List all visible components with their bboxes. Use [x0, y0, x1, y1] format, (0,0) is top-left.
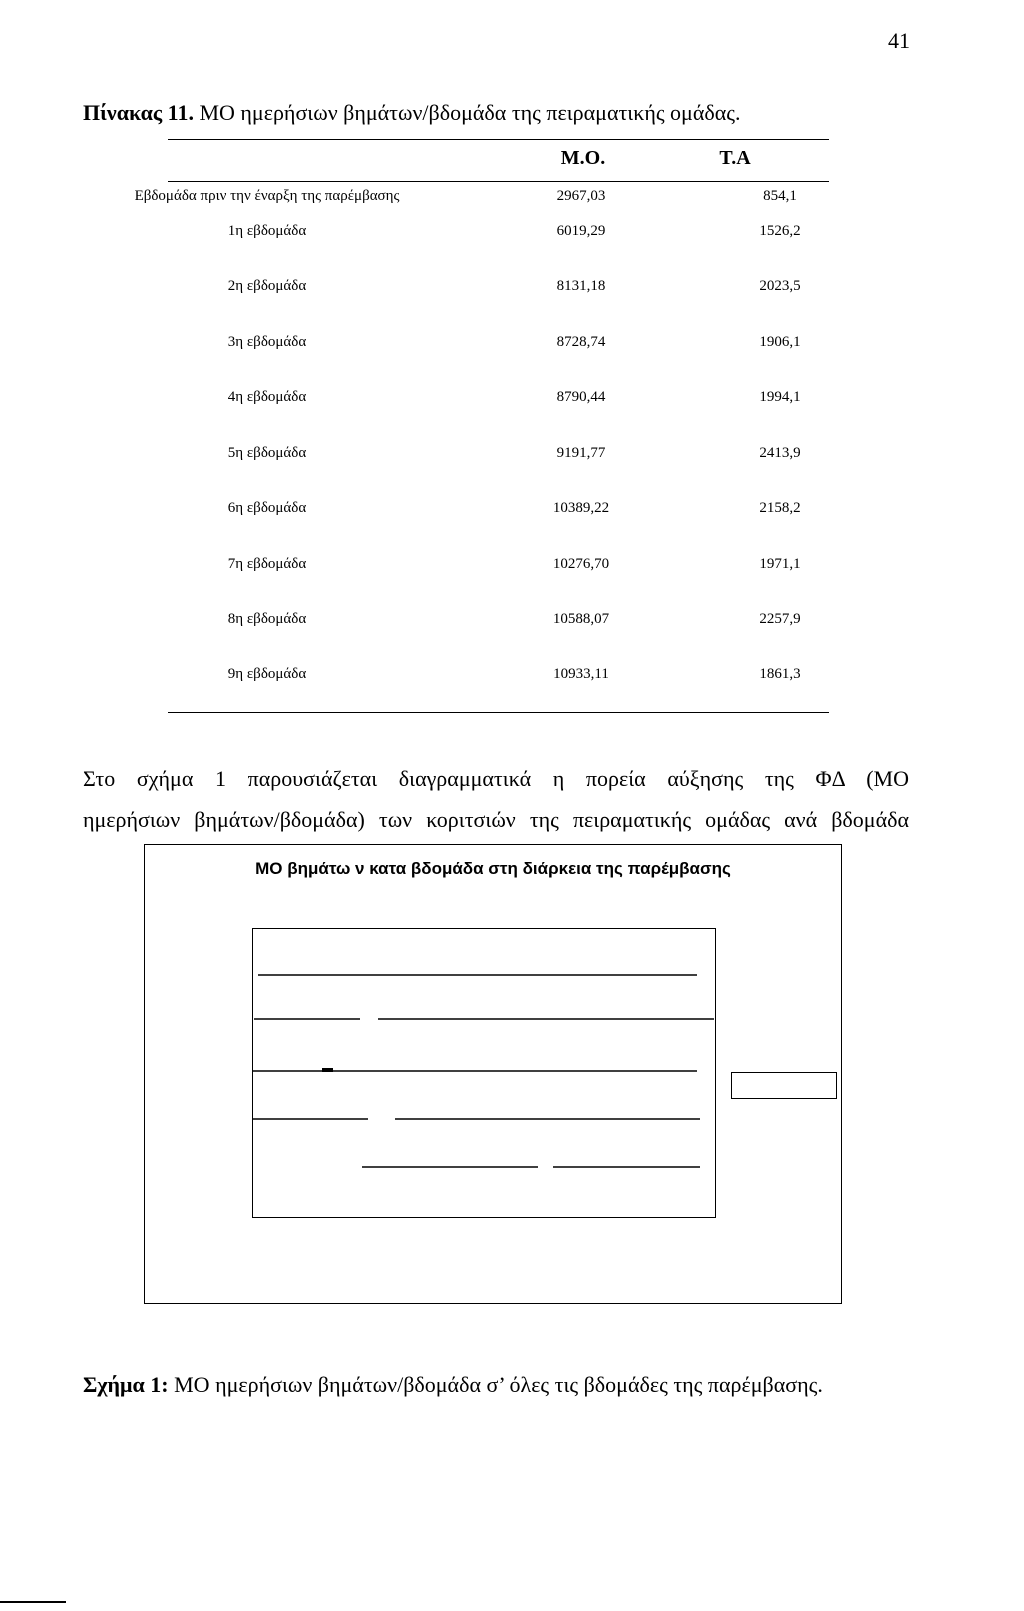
row-mean: 8131,18 [556, 278, 606, 294]
row-label: 3η εβδομάδα [227, 334, 307, 350]
body-paragraph-line-2: ημερήσιων βημάτων/βδομάδα) των κοριτσιών της πειραματικής ομάδας ανά βδομάδα [83, 807, 909, 832]
table-title-text: ΜΟ ημερήσιων βημάτων/βδομάδα της πειραματικής ομάδας. [199, 100, 741, 125]
row-label: 8η εβδομάδα [227, 611, 307, 627]
row-sd: 1906,1 [759, 334, 801, 350]
row-sd: 2158,2 [759, 500, 801, 516]
table-header-mean: Μ.Ο. [560, 147, 606, 169]
row-mean: 10276,70 [552, 556, 610, 572]
figure-caption [83, 1370, 909, 1399]
legend-box [731, 1072, 837, 1099]
row-mean: 10933,11 [553, 666, 609, 682]
row-sd: 1526,2 [759, 223, 801, 239]
row-mean: 10389,22 [552, 500, 610, 516]
row-label: 9η εβδομάδα [227, 666, 307, 682]
row-sd: 2257,9 [759, 611, 801, 627]
page-number: 41 [888, 28, 910, 53]
row-label: 6η εβδομάδα [227, 500, 307, 516]
row-mean: 8790,44 [556, 389, 606, 405]
row-sd: 2023,5 [759, 278, 801, 294]
row-label: Εβδομάδα πριν την έναρξη της παρέμβασης [134, 188, 400, 204]
row-sd: 1971,1 [759, 556, 801, 572]
row-mean: 2967,03 [556, 188, 606, 204]
row-label: 1η εβδομάδα [227, 223, 307, 239]
row-mean: 6019,29 [556, 223, 606, 239]
row-mean: 8728,74 [556, 334, 606, 350]
body-paragraph-line-1: Στο σχήμα 1 παρουσιάζεται διαγραμματικά η πορεία αύξησης της ΦΔ (ΜΟ [83, 766, 909, 791]
row-label: 7η εβδομάδα [227, 556, 307, 572]
table-title-label: Πίνακας 11. [83, 100, 194, 125]
table-header-sd: Τ.Α [719, 147, 751, 169]
corner-mark [0, 1601, 66, 1603]
row-label: 4η εβδομάδα [227, 389, 307, 405]
row-sd: 1994,1 [759, 389, 801, 405]
row-sd: 1861,3 [759, 666, 801, 682]
figure-caption-text: ΜΟ ημερήσιων βημάτων/βδομάδα σ’ όλες τις βδομάδες της παρέμβασης. [174, 1372, 823, 1397]
figure-title: ΜΟ βημάτω ν κατα βδομάδα στη διάρκεια της παρέμβασης [255, 859, 731, 878]
row-label: 2η εβδομάδα [227, 278, 307, 294]
figure-caption-label: Σχήμα 1: [83, 1372, 169, 1397]
row-label: 5η εβδομάδα [227, 445, 307, 461]
row-sd: 2413,9 [759, 445, 801, 461]
row-mean: 9191,77 [556, 445, 606, 461]
row-sd: 854,1 [763, 188, 797, 204]
row-mean: 10588,07 [552, 611, 610, 627]
